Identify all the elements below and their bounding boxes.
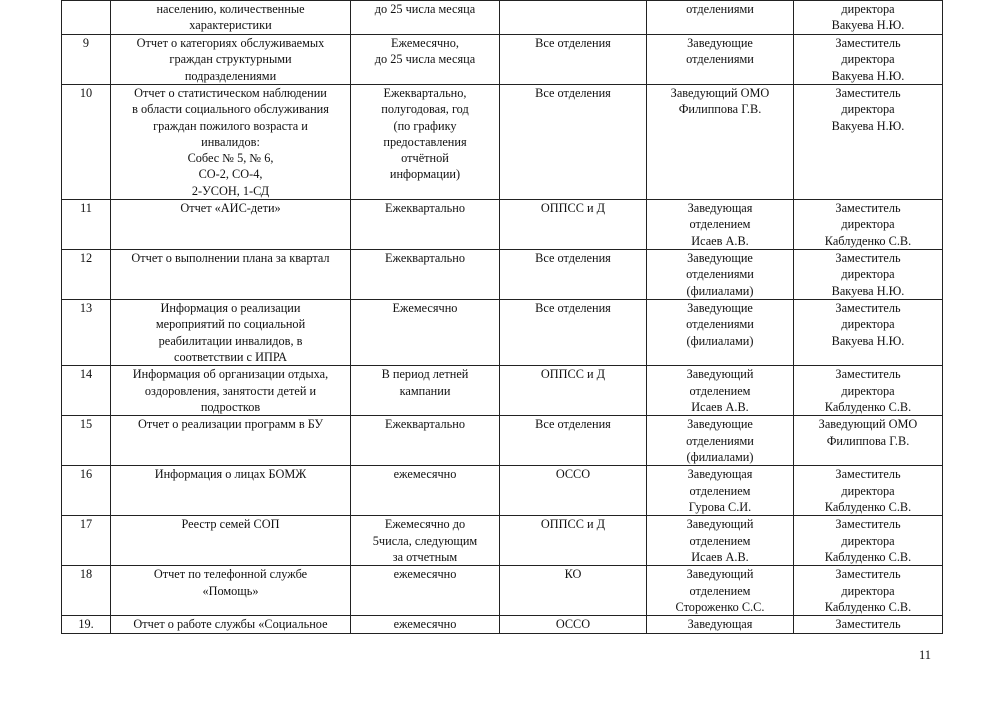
responsible-cell: Заведующие отделениями <box>647 35 794 85</box>
responsible-cell: Заведующий отделением Исаев А.В. <box>647 366 794 416</box>
report-name-cell: Отчет о выполнении плана за квартал <box>111 250 351 300</box>
table-row <box>62 466 943 516</box>
report-period-cell: В период летней кампании <box>351 366 500 416</box>
report-name-cell: Отчет о категориях обслуживаемых граждан структурными подразделениями <box>111 35 351 85</box>
row-number-cell: 19. <box>62 616 111 634</box>
row-number-cell: 11 <box>62 200 111 250</box>
controller-cell: Заместитель директора Каблуденко С.В. <box>794 516 943 566</box>
report-name-cell: Информация об организации отдыха, оздоровления, занятости детей и подростков <box>111 366 351 416</box>
department-cell: КО <box>500 566 647 616</box>
report-period-cell: Ежеквартально, полугодовая, год (по графику предоставления отчётной информации) <box>351 85 500 200</box>
responsible-cell: отделениями <box>647 1 794 35</box>
department-cell: Все отделения <box>500 300 647 366</box>
report-period-cell: ежемесячно <box>351 466 500 516</box>
table-row <box>62 200 943 250</box>
responsible-cell: Заведующая <box>647 616 794 634</box>
report-name-cell: Отчет «АИС-дети» <box>111 200 351 250</box>
department-cell: ОППСС и Д <box>500 200 647 250</box>
row-number-cell: 15 <box>62 416 111 466</box>
report-period-cell: Ежеквартально <box>351 200 500 250</box>
report-schedule-table <box>61 0 943 634</box>
row-number-cell: 14 <box>62 366 111 416</box>
report-period-cell: Ежемесячно <box>351 300 500 366</box>
page-number: 11 <box>918 648 931 662</box>
controller-cell: Заместитель директора Каблуденко С.В. <box>794 200 943 250</box>
report-period-cell: до 25 числа месяца <box>351 1 500 35</box>
controller-cell: Заместитель директора Вакуева Н.Ю. <box>794 250 943 300</box>
responsible-cell: Заведующая отделением Гурова С.И. <box>647 466 794 516</box>
controller-cell: директора Вакуева Н.Ю. <box>794 1 943 35</box>
table-row <box>62 416 943 466</box>
department-cell: ОППСС и Д <box>500 366 647 416</box>
table-row <box>62 35 943 85</box>
row-number-cell: 13 <box>62 300 111 366</box>
table-row <box>62 300 943 366</box>
table-row <box>62 250 943 300</box>
report-name-cell: Реестр семей СОП <box>111 516 351 566</box>
department-cell: Все отделения <box>500 35 647 85</box>
responsible-cell: Заведующие отделениями (филиалами) <box>647 250 794 300</box>
department-cell: Все отделения <box>500 85 647 200</box>
row-number-cell: 9 <box>62 35 111 85</box>
row-number-cell: 16 <box>62 466 111 516</box>
controller-cell: Заместитель директора Вакуева Н.Ю. <box>794 300 943 366</box>
table-row <box>62 566 943 616</box>
responsible-cell: Заведующие отделениями (филиалами) <box>647 300 794 366</box>
report-name-cell: Информация о реализации мероприятий по социальной реабилитации инвалидов, в соответствии с ИПРА <box>111 300 351 366</box>
table-row <box>62 516 943 566</box>
row-number-cell: 18 <box>62 566 111 616</box>
table-row <box>62 85 943 200</box>
row-number-cell: 17 <box>62 516 111 566</box>
table-row <box>62 1 943 35</box>
report-name-cell: Отчет о работе службы «Социальное <box>111 616 351 634</box>
controller-cell: Заместитель <box>794 616 943 634</box>
report-period-cell: Ежеквартально <box>351 416 500 466</box>
report-period-cell: Ежеквартально <box>351 250 500 300</box>
responsible-cell: Заведующий отделением Стороженко С.С. <box>647 566 794 616</box>
controller-cell: Заместитель директора Каблуденко С.В. <box>794 566 943 616</box>
department-cell: Все отделения <box>500 250 647 300</box>
report-period-cell: Ежемесячно до 5числа, следующим за отчетным <box>351 516 500 566</box>
row-number-cell: 10 <box>62 85 111 200</box>
report-period-cell: ежемесячно <box>351 566 500 616</box>
table-row <box>62 366 943 416</box>
department-cell: ОССО <box>500 616 647 634</box>
department-cell: ОССО <box>500 466 647 516</box>
report-period-cell: Ежемесячно, до 25 числа месяца <box>351 35 500 85</box>
report-name-cell: населению, количественные характеристики <box>111 1 351 35</box>
report-period-cell: ежемесячно <box>351 616 500 634</box>
report-name-cell: Отчет по телефонной службе «Помощь» <box>111 566 351 616</box>
controller-cell: Заведующий ОМО Филиппова Г.В. <box>794 416 943 466</box>
row-number-cell <box>62 1 111 35</box>
responsible-cell: Заведующий ОМО Филиппова Г.В. <box>647 85 794 200</box>
controller-cell: Заместитель директора Вакуева Н.Ю. <box>794 35 943 85</box>
department-cell: ОППСС и Д <box>500 516 647 566</box>
controller-cell: Заместитель директора Каблуденко С.В. <box>794 366 943 416</box>
table-row <box>62 616 943 634</box>
responsible-cell: Заведующий отделением Исаев А.В. <box>647 516 794 566</box>
controller-cell: Заместитель директора Вакуева Н.Ю. <box>794 85 943 200</box>
report-name-cell: Отчет о статистическом наблюдении в области социального обслуживания граждан пожилого возраста и инвалидов: Собес № 5, № 6, СО-2, СО-4, 2-УСОН, 1-СД <box>111 85 351 200</box>
report-name-cell: Информация о лицах БОМЖ <box>111 466 351 516</box>
responsible-cell: Заведующая отделением Исаев А.В. <box>647 200 794 250</box>
responsible-cell: Заведующие отделениями (филиалами) <box>647 416 794 466</box>
row-number-cell: 12 <box>62 250 111 300</box>
department-cell: Все отделения <box>500 416 647 466</box>
report-name-cell: Отчет о реализации программ в БУ <box>111 416 351 466</box>
department-cell <box>500 1 647 35</box>
controller-cell: Заместитель директора Каблуденко С.В. <box>794 466 943 516</box>
